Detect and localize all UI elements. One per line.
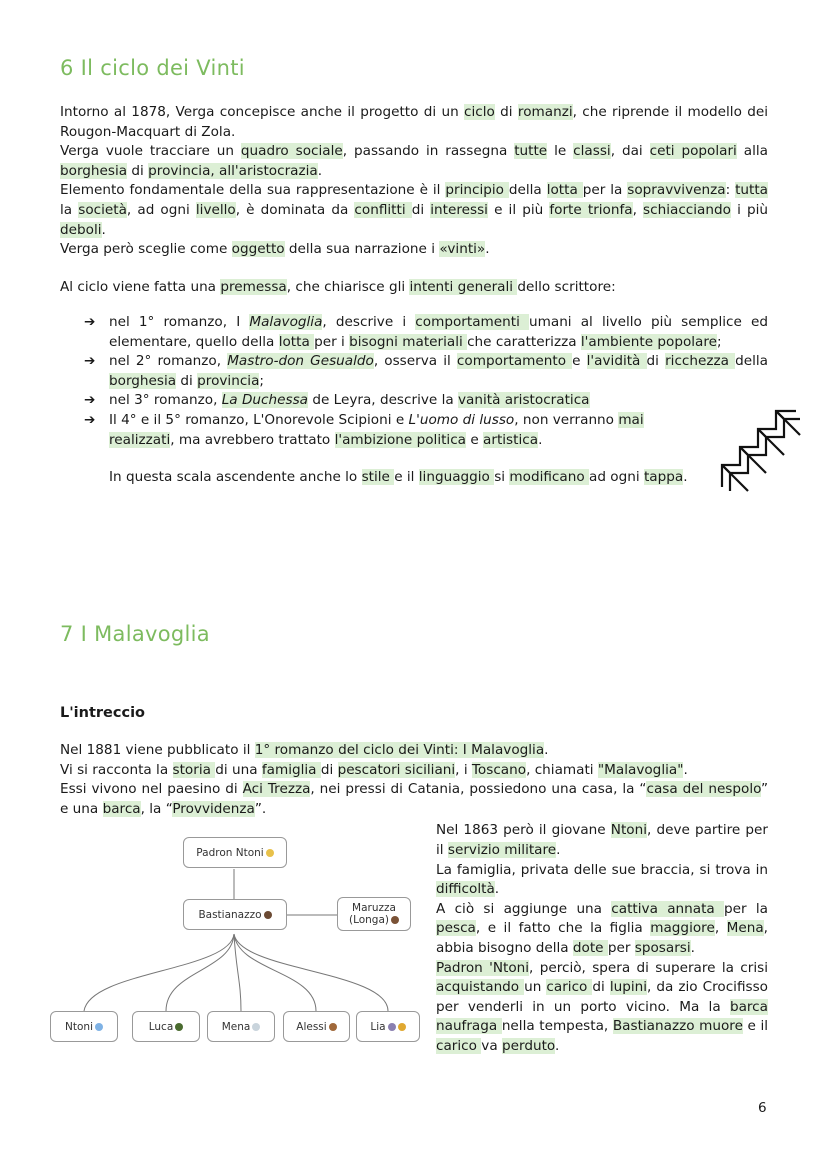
highlighted-text: ceti popolari — [649, 143, 737, 160]
text-run: alla — [736, 143, 768, 160]
text-run: , dai — [610, 143, 650, 160]
arrow-right-icon: ➔ — [84, 353, 96, 370]
text-run: , — [714, 920, 727, 937]
person-emoji-icon — [391, 916, 399, 924]
paragraph-scala — [109, 468, 768, 488]
text-run: di — [176, 372, 198, 389]
tree-node-luca: Luca — [132, 1011, 200, 1042]
paragraph — [60, 142, 768, 181]
page-number: 6 — [758, 1100, 767, 1116]
text-run: Il 4° e il 5° romanzo, L'Onorevole Scipioni e — [109, 411, 409, 428]
chain-emoji-icon — [95, 1023, 103, 1031]
text-run: , ma avrebbero trattato — [170, 431, 335, 448]
highlighted-text: Aci Trezza — [242, 781, 311, 798]
paragraph — [60, 780, 768, 819]
highlighted-text: vanità aristocratica — [458, 392, 590, 409]
highlighted-text: Mena — [726, 920, 764, 937]
highlighted-text: maggiore — [650, 920, 715, 937]
text-run: . — [556, 841, 561, 858]
highlighted-text: livello — [195, 201, 236, 218]
text-run: di — [592, 979, 610, 996]
highlighted-text: carico — [546, 979, 593, 996]
highlighted-text: società — [78, 201, 127, 218]
text-run: che caratterizza — [467, 333, 581, 350]
text-run: Verga vuole tracciare un — [60, 143, 241, 160]
highlighted-text: classi — [573, 143, 611, 160]
highlighted-text: «vinti» — [439, 241, 486, 258]
text-run: Nel 1863 però il giovane — [436, 822, 611, 839]
text-run: de Leyra, descrive la — [308, 392, 459, 409]
section-7-body — [60, 741, 768, 1057]
text-run: della — [735, 353, 768, 370]
text-run: , da zio Crocifisso per venderli in un porto vicino. Ma la — [436, 979, 768, 1015]
text-run: di — [494, 104, 518, 120]
text-run: Essi vivono nel paesino di — [60, 781, 243, 798]
list-item — [60, 352, 768, 391]
highlighted-text: interessi — [430, 201, 488, 218]
highlighted-text: acquistando — [436, 979, 525, 996]
staircase-icon — [716, 403, 802, 493]
text-run: , — [632, 201, 644, 218]
text-run: , ad ogni — [126, 201, 196, 218]
italic-title: L'uomo di lusso — [408, 411, 515, 428]
text-run: . — [101, 221, 106, 238]
text-run: In questa scala ascendente anche lo — [109, 469, 362, 486]
text-run: , nei pressi di Catania, possiedono una casa, la “ — [310, 781, 647, 798]
highlighted-text: l'avidità — [586, 353, 647, 370]
novel-list — [60, 313, 768, 488]
arrow-right-icon: ➔ — [84, 314, 96, 330]
highlighted-text: Ntoni — [610, 822, 647, 839]
highlighted-text: Padron 'Ntoni — [436, 959, 530, 976]
highlighted-text: principio — [445, 182, 509, 199]
highlighted-text: lotta — [546, 182, 583, 199]
person-emoji-icon — [266, 849, 274, 857]
text-run: , non verranno — [514, 411, 619, 428]
text-run: e — [466, 431, 484, 448]
text-run: Verga però sceglie come — [60, 241, 232, 258]
text-run: , i — [455, 761, 472, 778]
paragraph — [60, 240, 768, 260]
text-run: ; — [717, 333, 722, 350]
highlighted-text: comportamento — [456, 353, 573, 370]
highlighted-text: cattiva annata — [611, 900, 725, 917]
text-run: nel 1° romanzo, I — [109, 314, 250, 330]
highlighted-text: Malavoglia — [249, 314, 323, 330]
text-run: . — [544, 742, 549, 758]
tree-node-lia: Lia — [356, 1011, 420, 1042]
text-run: La famiglia, privata delle sue braccia, si trova in — [436, 861, 768, 878]
text-run: per i — [314, 333, 350, 350]
text-run: si — [494, 469, 510, 486]
highlighted-text: sposarsi — [634, 939, 691, 956]
list-item — [60, 411, 768, 450]
text-run: per la — [724, 900, 769, 917]
text-run: , è dominata da — [235, 201, 355, 218]
text-run: , abbia bisogno della — [436, 920, 768, 956]
text-run: un — [524, 979, 547, 996]
highlighted-text: tappa — [643, 469, 684, 486]
highlighted-text: oggetto — [231, 241, 285, 258]
highlighted-text: l'ambizione politica — [334, 431, 467, 448]
highlighted-text: difficoltà — [436, 881, 495, 898]
text-run: , deve partire per il — [436, 822, 768, 858]
highlighted-text: carico — [436, 1037, 482, 1054]
highlighted-text: pescatori siciliani — [337, 761, 456, 778]
section-6-body — [60, 103, 768, 297]
highlighted-text: forte trionfa — [549, 201, 633, 218]
paragraph — [60, 761, 768, 781]
highlighted-text: Mastro-don Gesualdo — [227, 353, 374, 370]
text-run: , la “ — [140, 800, 173, 817]
text-run: , passando in rassegna — [342, 143, 515, 160]
highlighted-text: linguaggio — [418, 469, 495, 486]
subsection-title: L'intreccio — [60, 705, 146, 721]
highlighted-text: pesca — [436, 920, 476, 937]
text-run: di — [411, 201, 431, 218]
text-run: e il — [394, 469, 419, 486]
tree-node-bastianazzo: Bastianazzo — [183, 899, 287, 930]
text-run: , perciò, spera di superare la crisi — [529, 959, 768, 976]
tree-node-ntoni: Ntoni — [50, 1011, 118, 1042]
text-run: le — [547, 143, 574, 160]
text-run: . — [683, 761, 688, 778]
arrow-right-icon: ➔ — [84, 411, 96, 428]
highlighted-text: storia — [172, 761, 216, 778]
text-run: per la — [582, 182, 628, 199]
highlighted-text: modificano — [509, 469, 589, 486]
text-run: la — [60, 201, 79, 218]
tree-node-alessi: Alessi — [283, 1011, 350, 1042]
highlighted-text: provincia, all'aristocrazia — [148, 162, 318, 179]
family-tree-diagram — [60, 821, 436, 1047]
text-run: della sua narrazione i — [284, 241, 440, 258]
highlighted-text: provincia — [197, 372, 260, 389]
text-run: A ciò si aggiunge una — [436, 900, 612, 917]
text-run: ; — [259, 372, 265, 389]
list-item — [60, 313, 768, 352]
highlighted-text: conflitti — [354, 201, 412, 218]
paragraph — [60, 741, 768, 761]
text-run: e il più — [487, 201, 550, 218]
text-run: . — [538, 431, 543, 448]
section-6-title: 6 Il ciclo dei Vinti — [60, 56, 245, 80]
highlighted-text: borghesia — [109, 372, 177, 389]
highlighted-text: lotta — [278, 333, 315, 350]
text-run: e — [572, 353, 587, 370]
highlighted-text: mai realizzati — [109, 411, 644, 448]
text-run: umani al livello più semplice ed elementare, quello della — [109, 314, 768, 350]
highlighted-text: perduto — [502, 1037, 555, 1054]
highlighted-text: tutta — [735, 182, 769, 199]
highlighted-text: comportamenti — [415, 314, 529, 330]
list-item — [60, 391, 768, 411]
highlighted-text: La Duchessa — [221, 392, 308, 409]
text-run: Vi si racconta la — [60, 761, 173, 778]
text-run: i più — [730, 201, 768, 218]
text-run: , che riprende il modello dei Rougon-Macquart di Zola. — [60, 104, 768, 140]
highlighted-text: artistica — [483, 431, 539, 448]
text-run: dello scrittore: — [517, 278, 616, 295]
highlighted-text: famiglia — [261, 761, 321, 778]
text-run: Elemento fondamentale della sua rappresentazione è il — [60, 182, 446, 199]
paragraph — [60, 181, 768, 240]
ring-emoji-icon — [252, 1023, 260, 1031]
text-run: e il — [742, 1018, 769, 1035]
text-run: di — [646, 353, 666, 370]
paragraph — [60, 103, 768, 142]
highlighted-text: stile — [361, 469, 395, 486]
text-run: Nel 1881 viene pubblicato il — [60, 742, 255, 758]
text-run: , che chiarisce gli — [286, 278, 410, 295]
tree-node-maruzza: Maruzza (Longa) — [337, 897, 411, 931]
paragraph-premessa — [60, 278, 768, 298]
text-run: . — [690, 939, 695, 956]
text-run: per — [607, 939, 635, 956]
highlighted-text: Toscano — [471, 761, 527, 778]
highlighted-text: quadro sociale — [240, 143, 343, 160]
text-run: nella tempesta, — [501, 1018, 613, 1035]
text-run: di una — [215, 761, 262, 778]
person-emoji-icon — [264, 911, 272, 919]
text-run: , descrive i — [322, 314, 416, 330]
text-run: ad ogni — [588, 469, 644, 486]
highlighted-text: barca naufraga — [436, 998, 768, 1035]
text-run: di — [127, 162, 149, 179]
tree-node-padron-ntoni: Padron Ntoni — [183, 837, 287, 868]
text-run: . — [555, 1037, 560, 1054]
text-run: . — [485, 241, 490, 258]
text-run: , chiamati — [526, 761, 598, 778]
money-bag-emoji-icon — [398, 1023, 406, 1031]
highlighted-text: servizio militare — [447, 841, 557, 858]
text-run: nel 2° romanzo, — [109, 353, 228, 370]
tree-node-mena: Mena — [207, 1011, 275, 1042]
highlighted-text: intenti generali — [409, 278, 518, 295]
text-run: , e il fatto che la figlia — [475, 920, 651, 937]
person-emoji-icon — [388, 1023, 396, 1031]
highlighted-text: Provvidenza — [172, 800, 255, 817]
text-run: di — [320, 761, 338, 778]
text-run: ” e una — [60, 781, 768, 817]
highlighted-text: dote — [572, 939, 608, 956]
person-emoji-icon — [329, 1023, 337, 1031]
text-run: Intorno al 1878, Verga concepisce anche il progetto di un — [60, 104, 465, 120]
text-run: Al ciclo viene fatta una — [60, 278, 221, 295]
helmet-emoji-icon — [175, 1023, 183, 1031]
text-run: ”. — [254, 800, 267, 817]
text-run: , osserva il — [373, 353, 457, 370]
text-run: . — [683, 469, 688, 486]
highlighted-text: 1° romanzo del ciclo dei Vinti: I Malavoglia — [254, 742, 545, 758]
highlighted-text: "Malavoglia" — [597, 761, 684, 778]
highlighted-text: ricchezza — [665, 353, 736, 370]
text-run: va — [481, 1037, 502, 1054]
highlighted-text: Bastianazzo muore — [612, 1018, 743, 1035]
highlighted-text: sopravvivenza — [627, 182, 726, 199]
highlighted-text: lupini — [609, 979, 648, 996]
text-run: . — [317, 162, 323, 179]
highlighted-text: romanzi — [517, 104, 573, 120]
text-run: : — [725, 182, 736, 199]
text-run: nel 3° romanzo, — [109, 392, 222, 409]
highlighted-text: tutte — [514, 143, 548, 160]
text-run: . — [494, 881, 500, 898]
highlighted-text: borghesia — [60, 162, 128, 179]
highlighted-text: bisogni materiali — [349, 333, 468, 350]
highlighted-text: ciclo — [464, 104, 495, 120]
highlighted-text: schiacciando — [643, 201, 731, 218]
highlighted-text: barca — [102, 800, 141, 817]
highlighted-text: deboli — [60, 221, 102, 238]
highlighted-text: l'ambiente popolare — [580, 333, 718, 350]
section-7-title: 7 I Malavoglia — [60, 622, 210, 646]
text-run: della — [508, 182, 547, 199]
highlighted-text: premessa — [220, 278, 287, 295]
arrow-right-icon: ➔ — [84, 392, 96, 409]
highlighted-text: casa del nespolo — [646, 781, 761, 798]
